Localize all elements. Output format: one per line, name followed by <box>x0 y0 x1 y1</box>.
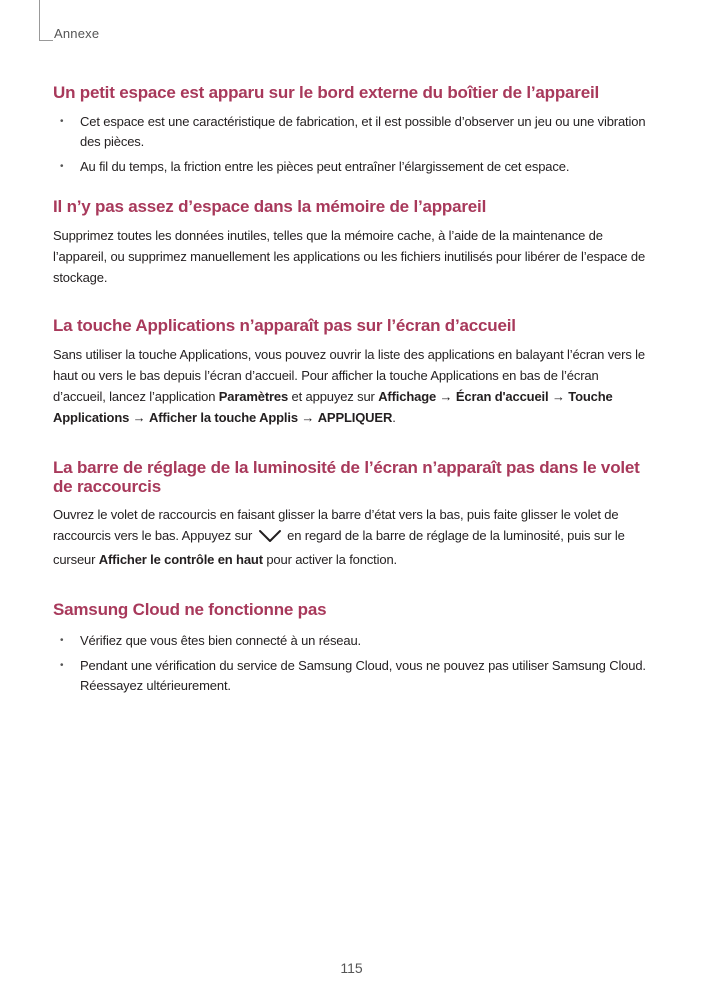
list-item: • Vérifiez que vous êtes bien connecté à un réseau. <box>53 631 653 651</box>
section-heading: Samsung Cloud ne fonctionne pas <box>53 600 327 619</box>
list-item: • Cet espace est une caractéristique de fabrication, et il est possible d’observer un jeu ou une vibration des pièces. <box>60 114 646 149</box>
section-heading: La barre de réglage de la luminosité de l’écran n’apparaît pas dans le volet de raccourcis <box>53 458 640 496</box>
section-heading: Un petit espace est apparu sur le bord externe du boîtier de l’appareil <box>53 83 600 102</box>
chevron-down-icon <box>258 528 282 549</box>
section-heading: Il n’y pas assez d’espace dans la mémoire de l’appareil <box>53 197 487 216</box>
bullet-icon: • <box>60 635 64 646</box>
menu-path-settings: Paramètres <box>218 389 289 404</box>
bullet-icon: • <box>60 161 64 172</box>
arrow-icon: → <box>548 389 569 404</box>
list-item: • Au fil du temps, la friction entre les pièces peut entraîner l’élargissement de cet espace. <box>53 157 653 177</box>
page-content <box>53 83 653 701</box>
list-item: • Pendant une vérification du service de Samsung Cloud, vous ne pouvez pas utiliser Samsung Cloud. Réessayez ultérieurement. <box>60 658 646 693</box>
section-apps-key <box>53 316 653 428</box>
menu-path-show-apps: Afficher la touche Applis <box>149 410 298 425</box>
menu-path-show-control-on-top: Afficher le contrôle en haut <box>98 552 263 567</box>
corner-rule-horizontal <box>39 40 53 41</box>
bullet-icon: • <box>60 660 64 671</box>
section-heading: La touche Applications n’apparaît pas sur l’écran d’accueil <box>53 316 516 335</box>
corner-rule-vertical <box>39 0 40 40</box>
menu-path-display: Affichage <box>378 389 437 404</box>
arrow-icon: → <box>297 410 318 425</box>
section-storage <box>53 197 653 288</box>
section-samsung-cloud <box>53 600 653 696</box>
section-body: Ouvrez le volet de raccourcis en faisant glisser la barre d’état vers la bas, puis faite glisser le volet de raccourcis vers le bas. Appuyez sur en regard de la barre de réglage de la luminosité, puis sur le curseur Afficher le contrôle en haut pour activer la fonction. <box>53 507 625 567</box>
section-body: Supprimez toutes les données inutiles, telles que la mémoire cache, à l’aide de la maintenance de l’appareil, ou supprimez manuellement les applications ou les fichiers inutilisés pour libérer de l’espace de stockage. <box>53 228 646 285</box>
page-number: 115 <box>340 960 363 976</box>
arrow-icon: → <box>436 389 456 404</box>
arrow-icon: → <box>129 410 149 425</box>
bullet-icon: • <box>60 116 64 127</box>
section-body: Sans utiliser la touche Applications, vous pouvez ouvrir la liste des applications en balayant l’écran vers le haut ou vers le bas depuis l’écran d’accueil. Pour afficher la touche Applications en bas de l’écran d’accueil, lancez l’application Paramètres et appuyez sur Affichage → Écran d'accueil → Touche Applications → Afficher la touche Applis → APPLIQUER. <box>53 347 645 425</box>
menu-path-home-screen: Écran d'accueil <box>455 389 549 404</box>
chapter-label: Annexe <box>54 26 100 41</box>
bullet-list <box>53 112 653 177</box>
menu-path-apps-button: Touche Applications <box>53 389 613 425</box>
section-brightness-bar <box>53 458 653 570</box>
bullet-list <box>53 631 653 696</box>
section-gap-on-case <box>53 83 653 177</box>
menu-path-apply: APPLIQUER <box>317 410 393 425</box>
